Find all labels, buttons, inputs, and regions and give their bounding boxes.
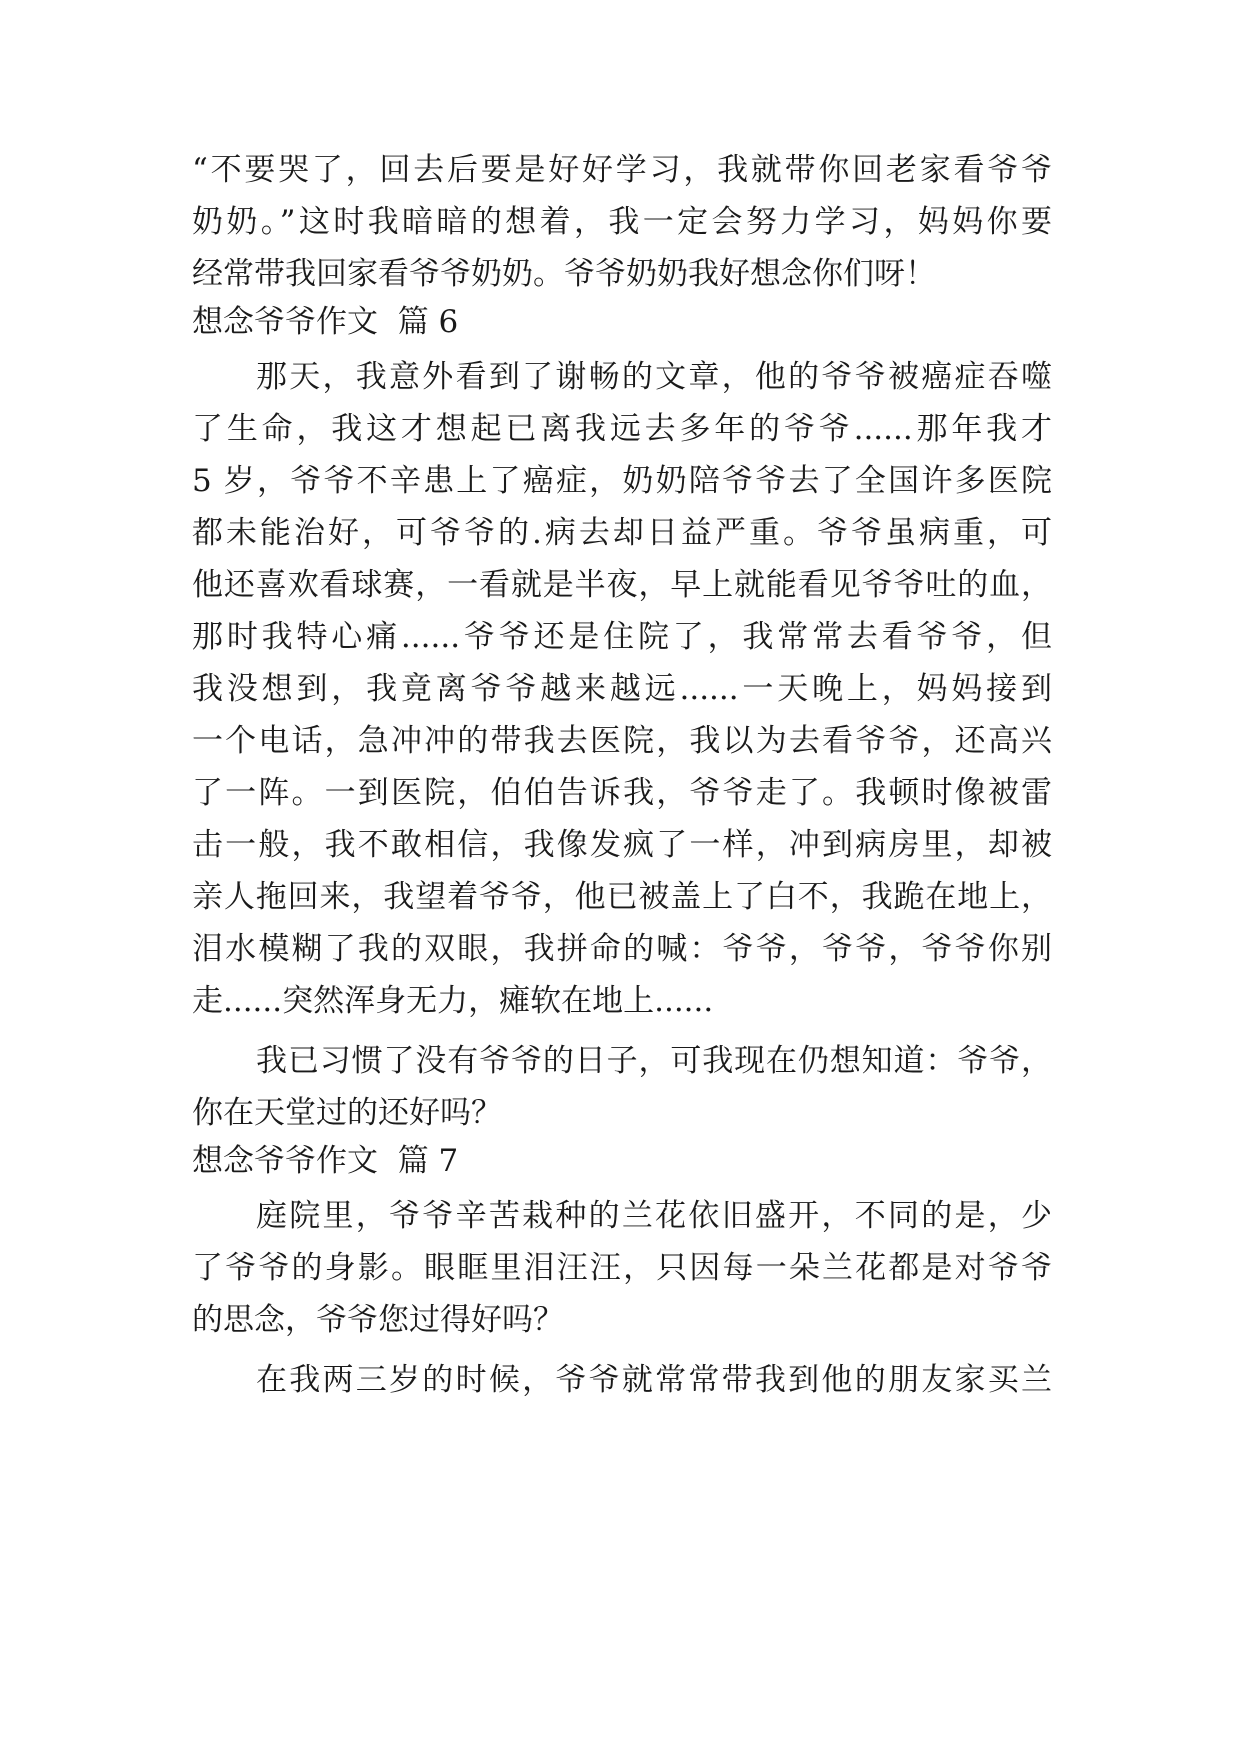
text-line: 5 岁，爷爷不辛患上了癌症，奶奶陪爷爷去了全国许多医院 [192, 463, 1052, 499]
text-line: 的思念，爷爷您过得好吗？ [192, 1302, 564, 1338]
section-heading: 想念爷爷作文 篇 7 [192, 1143, 459, 1179]
text-line: 都未能治好，可爷爷的.病去却日益严重。爷爷虽病重，可 [192, 515, 1052, 551]
text-line: 那时我特心痛......爷爷还是住院了，我常常去看爷爷，但 [192, 619, 1052, 655]
text-line: 泪水模糊了我的双眼，我拼命的喊：爷爷，爷爷，爷爷你别 [192, 931, 1052, 967]
text-line: 走......突然浑身无力，瘫软在地上...... [192, 983, 714, 1019]
text-line: 一个电话，急冲冲的带我去医院，我以为去看爷爷，还高兴 [192, 723, 1052, 759]
text-line: 在我两三岁的时候，爷爷就常常带我到他的朋友家买兰 [256, 1362, 1052, 1398]
text-line: 奶奶。”这时我暗暗的想着，我一定会努力学习，妈妈你要 [192, 204, 1052, 240]
text-line: 我已习惯了没有爷爷的日子，可我现在仍想知道：爷爷， [256, 1043, 1052, 1079]
text-line: 他还喜欢看球赛，一看就是半夜，早上就能看见爷爷吐的血， [192, 567, 1052, 603]
text-line: 经常带我回家看爷爷奶奶。爷爷奶奶我好想念你们呀！ [192, 256, 936, 292]
text-line: 你在天堂过的还好吗？ [192, 1095, 502, 1131]
section-heading: 想念爷爷作文 篇 6 [192, 304, 459, 340]
text-line: “不要哭了，回去后要是好好学习，我就带你回老家看爷爷 [192, 152, 1052, 188]
text-line: 了一阵。一到医院，伯伯告诉我，爷爷走了。我顿时像被雷 [192, 775, 1052, 811]
text-line: 了爷爷的身影。眼眶里泪汪汪，只因每一朵兰花都是对爷爷 [192, 1250, 1052, 1286]
text-line: 我没想到，我竟离爷爷越来越远......一天晚上，妈妈接到 [192, 671, 1052, 707]
text-line: 击一般，我不敢相信，我像发疯了一样，冲到病房里，却被 [192, 827, 1052, 863]
text-line: 庭院里，爷爷辛苦栽种的兰花依旧盛开，不同的是，少 [256, 1198, 1052, 1234]
text-line: 亲人拖回来，我望着爷爷，他已被盖上了白不，我跪在地上， [192, 879, 1052, 915]
text-line: 那天，我意外看到了谢畅的文章，他的爷爷被癌症吞噬 [256, 359, 1052, 395]
text-line: 了生命，我这才想起已离我远去多年的爷爷......那年我才 [192, 411, 1052, 447]
